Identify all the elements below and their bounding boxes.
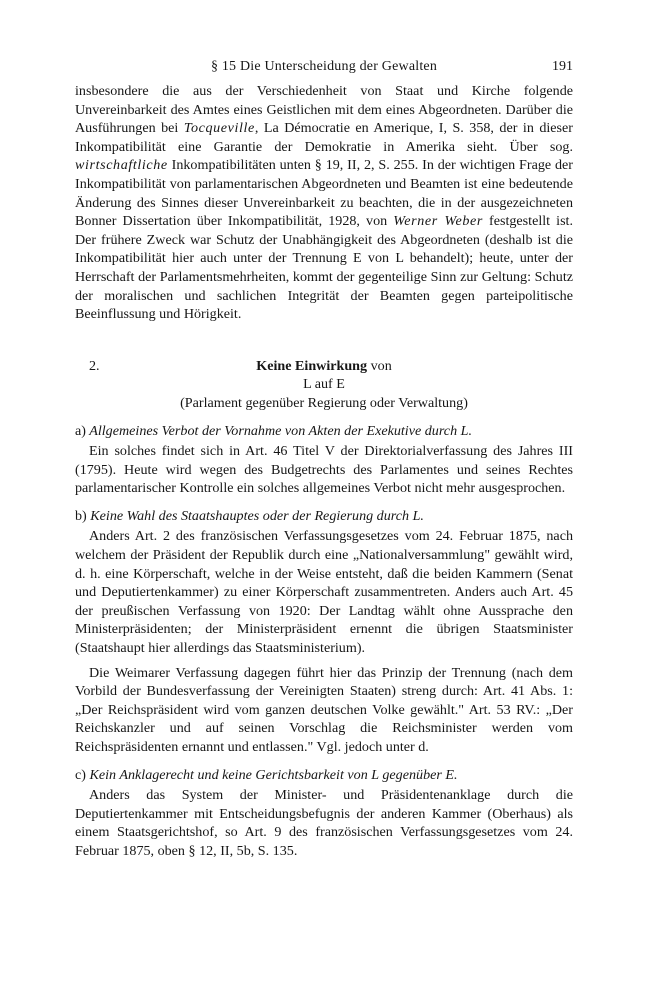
section-number: 2. — [89, 357, 100, 374]
author-name: Tocqueville — [183, 120, 255, 137]
text-run: festgestellt ist. Der frühere Zweck war Schutz der Unabhängigkeit des Abgeordneten (deshalb ist die Inkompatibilität hier auch unter der Trennung E von L behandelt); heute, unter der Herrschaft der Parlamentsmehrheiten, kommt der gegenteilige Sinn zur Geltung: Schutz der moralischen und sachlichen Integrität der Beamten gegen parteipolitische Beeinflussung und Hörigkeit. — [75, 213, 573, 323]
section-heading-bold: Keine Einwirkung — [256, 357, 368, 374]
subsection-label: c) — [75, 766, 86, 783]
section-heading-rest: von — [367, 357, 392, 374]
running-title: § 15 Die Unterscheidung der Gewalten — [210, 59, 438, 74]
running-header — [75, 58, 573, 82]
subsection-c-text: Anders das System der Minister- und Präsidentenanklage durch die Deputiertenkammer mit Entscheidungsbefugnis der anderen Kammer (Oberhaus) als einem Staatsgerichtshof, so Art. 9 des französischen Verfassungsgesetzes vom 24. Februar 1875, oben § 12, II, 5b, S. 135. — [75, 787, 573, 859]
book-page — [75, 58, 573, 861]
subsection-heading-c — [75, 766, 573, 785]
text-run: insbesondere die aus der Verschiedenheit von Staat und Kirche folgende Unvereinbarkeit des Amtes eines Geistlichen mit dem eines Abgeordneten. Darüber die Ausführungen bei — [75, 83, 573, 137]
subsection-b-text-2: Die Weimarer Verfassung dagegen führt hier das Prinzip der Trennung (nach dem Vorbild der Bundesverfassung der Vereinigten Staaten) streng durch: Art. 41 Abs. 1: „Der Reichspräsident wird vom ganzen deutschen Volke gewählt." Art. 53 RV.: „Der Reichskanzler und auf seinen Vorschlag die Reichsminister werden vom Reichspräsidenten ernannt und entlassen." Vgl. jedoch unter d. — [75, 664, 573, 755]
subsection-title: Allgemeines Verbot der Vornahme von Akten der Exekutive durch L. — [85, 422, 472, 439]
subsection-heading-b — [75, 507, 573, 526]
section-heading-line2: L auf E — [303, 376, 345, 393]
subsection-label: a) — [75, 422, 86, 439]
text-run: , La Démocratie en Amerique, I, S. 358, der in dieser Inkompatibilität eine Garantie der Demokratie in Amerika sieht. Über sog. — [75, 120, 573, 155]
emphasis-term: wirtschaftliche — [75, 157, 168, 174]
subsection-label: b) — [75, 507, 87, 524]
subsection-title: Kein Anklagerecht und keine Gerichtsbarkeit von L gegenüber E. — [85, 766, 458, 783]
section-subtitle: (Parlament gegenüber Regierung oder Verwaltung) — [180, 394, 468, 411]
subsection-b-text-1: Anders Art. 2 des französischen Verfassungsgesetzes vom 24. Februar 1875, nach welchem der Präsident der Republik durch eine „Nationalversammlung" gewählt wird, d. h. eine Körperschaft, welche in der Weise entsteht, daß die beiden Kammern (Senat und Deputiertenkammer) zu einer Körperschaft zusammentreten. Anders auch Art. 45 der preußischen Verfassung von 1920: Der Landtag wählt ohne Aussprache den Ministerpräsidenten; der Ministerpräsident ernennt die übrigen Staatsminister (Staatshaupt hier allerdings das Staatsministerium). — [75, 528, 573, 657]
subsection-heading-a — [75, 422, 573, 441]
author-name: Werner Weber — [393, 213, 483, 230]
text-run: Inkompatibilitäten unten § 19, II, 2, S. 255. In der wichtigen Frage der Inkompatibilität von parlamentarischen Abgeordneten und Beamten ist eine bedeutende Änderung des Sinnes dieser Unvereinbarkeit zu beachten, die in der ausgezeichneten Bonner Dissertation über Inkompatibilität, 1928, von — [75, 157, 573, 230]
subsection-a-text: Ein solches findet sich in Art. 46 Titel V der Direktorialverfassung des Jahres III (1795). Heute wird wegen des Budgetrechts des Parlamentes und seines Rechtes parlamentarischer Kontrolle ein solches allgemeines Verbot nicht mehr ausgesprochen. — [75, 443, 573, 497]
subsection-title: Keine Wahl des Staatshauptes oder der Regierung durch L. — [86, 507, 424, 524]
section-heading — [75, 357, 573, 376]
body-paragraph — [75, 82, 573, 324]
page-number: 191 — [552, 59, 573, 74]
